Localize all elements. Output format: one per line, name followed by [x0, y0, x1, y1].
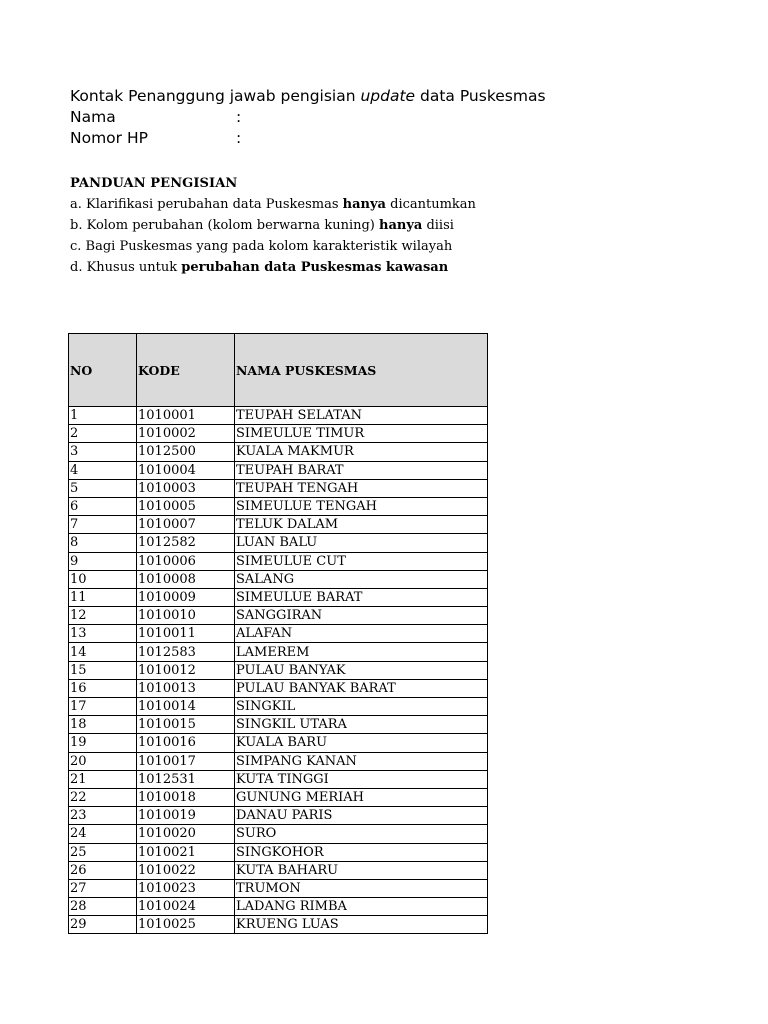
cell-no[interactable]: 12	[69, 607, 137, 625]
table-row	[69, 879, 488, 897]
cell-nama-puskesmas[interactable]: LAMEREM	[235, 643, 488, 661]
guide-item-text: c. Bagi Puskesmas yang pada kolom karakteristik wilayah	[70, 239, 453, 254]
table-header	[69, 334, 488, 407]
table-row	[69, 825, 488, 843]
cell-nama-puskesmas[interactable]: SIMEULUE TIMUR	[235, 425, 488, 443]
cell-nama-puskesmas[interactable]: TEUPAH TENGAH	[235, 479, 488, 497]
cell-nama-puskesmas[interactable]: SIMPANG KANAN	[235, 752, 488, 770]
table-row	[69, 570, 488, 588]
cell-no[interactable]: 19	[69, 734, 137, 752]
table-header-row	[69, 334, 488, 407]
contact-section	[70, 86, 546, 149]
cell-nama-puskesmas[interactable]: SIMEULUE BARAT	[235, 588, 488, 606]
table-row	[69, 607, 488, 625]
guide-item-bold: perubahan data Puskesmas kawasan	[181, 260, 449, 275]
cell-no[interactable]: 3	[69, 443, 137, 461]
cell-nama-puskesmas[interactable]: GUNUNG MERIAH	[235, 788, 488, 806]
guide-item-text: a. Klarifikasi perubahan data Puskesmas	[70, 197, 343, 212]
table-row	[69, 916, 488, 934]
cell-nama-puskesmas[interactable]: SINGKIL UTARA	[235, 716, 488, 734]
cell-kode[interactable]: 1010024	[137, 898, 235, 916]
cell-nama-puskesmas[interactable]: DANAU PARIS	[235, 807, 488, 825]
table-row	[69, 734, 488, 752]
guide-title: PANDUAN PENGISIAN	[70, 176, 238, 191]
cell-no[interactable]: 26	[69, 861, 137, 879]
cell-no[interactable]: 6	[69, 497, 137, 515]
contact-title	[70, 86, 546, 107]
guide-item-bold: hanya	[379, 218, 423, 233]
table-row	[69, 407, 488, 425]
contact-title-prefix: Kontak Penanggung jawab pengisian	[70, 87, 361, 105]
table-row	[69, 643, 488, 661]
cell-kode[interactable]: 1012531	[137, 770, 235, 788]
cell-nama-puskesmas[interactable]: TELUK DALAM	[235, 516, 488, 534]
cell-kode[interactable]: 1010003	[137, 479, 235, 497]
cell-no[interactable]: 9	[69, 552, 137, 570]
cell-no[interactable]: 7	[69, 516, 137, 534]
cell-kode[interactable]: 1012583	[137, 643, 235, 661]
nama-separator: :	[236, 108, 242, 126]
cell-no[interactable]: 18	[69, 716, 137, 734]
cell-kode[interactable]: 1012500	[137, 443, 235, 461]
table-row	[69, 698, 488, 716]
cell-no[interactable]: 1	[69, 407, 137, 425]
cell-no[interactable]: 10	[69, 570, 137, 588]
cell-nama-puskesmas[interactable]: SURO	[235, 825, 488, 843]
cell-kode[interactable]: 1010001	[137, 407, 235, 425]
cell-no[interactable]: 29	[69, 916, 137, 934]
guide-item-c	[70, 236, 491, 257]
cell-no[interactable]: 22	[69, 788, 137, 806]
contact-title-emphasis: update	[360, 87, 416, 105]
cell-no[interactable]: 8	[69, 534, 137, 552]
nama-label: Nama	[70, 108, 116, 126]
header-nama-puskesmas[interactable]: NAMA PUSKESMAS	[235, 334, 488, 407]
cell-kode[interactable]: 1010005	[137, 497, 235, 515]
cell-no[interactable]: 16	[69, 679, 137, 697]
guide-item-d	[70, 257, 491, 278]
nomor-hp-separator: :	[236, 129, 242, 147]
guide-item-bold: hanya	[342, 197, 386, 212]
table-row	[69, 843, 488, 861]
cell-kode[interactable]: 1010008	[137, 570, 235, 588]
cell-kode[interactable]: 1010002	[137, 425, 235, 443]
table-row	[69, 770, 488, 788]
contact-nama-row	[70, 107, 491, 128]
cell-kode[interactable]: 1010022	[137, 861, 235, 879]
cell-no[interactable]: 11	[69, 588, 137, 606]
cell-nama-puskesmas[interactable]: TRUMON	[235, 879, 488, 897]
table-row	[69, 461, 488, 479]
table-row	[69, 807, 488, 825]
cell-nama-puskesmas[interactable]: ALAFAN	[235, 625, 488, 643]
cell-nama-puskesmas[interactable]: TEUPAH BARAT	[235, 461, 488, 479]
cell-no[interactable]: 27	[69, 879, 137, 897]
cell-kode[interactable]: 1010009	[137, 588, 235, 606]
cell-nama-puskesmas[interactable]: LADANG RIMBA	[235, 898, 488, 916]
table-row	[69, 443, 488, 461]
guide-section	[70, 173, 491, 278]
cell-no[interactable]: 14	[69, 643, 137, 661]
cell-kode[interactable]: 1010016	[137, 734, 235, 752]
table-row	[69, 679, 488, 697]
table-row	[69, 588, 488, 606]
cell-no[interactable]: 2	[69, 425, 137, 443]
header-kode[interactable]: KODE	[137, 334, 235, 407]
table-row	[69, 625, 488, 643]
cell-kode[interactable]: 1010018	[137, 788, 235, 806]
cell-no[interactable]: 20	[69, 752, 137, 770]
table-row	[69, 898, 488, 916]
cell-nama-puskesmas[interactable]: SANGGIRAN	[235, 607, 488, 625]
cell-nama-puskesmas[interactable]: SIMEULUE TENGAH	[235, 497, 488, 515]
header-no[interactable]: NO	[69, 334, 137, 407]
cell-nama-puskesmas[interactable]: SINGKOHOR	[235, 843, 488, 861]
cell-kode[interactable]: 1010017	[137, 752, 235, 770]
contact-title-suffix: data Puskesmas	[415, 87, 546, 105]
guide-item-text: dicantumkan	[385, 197, 476, 212]
cell-kode[interactable]: 1010021	[137, 843, 235, 861]
cell-kode[interactable]: 1010004	[137, 461, 235, 479]
guide-item-text: d. Khusus untuk	[70, 260, 182, 275]
cell-no[interactable]: 13	[69, 625, 137, 643]
cell-kode[interactable]: 1010015	[137, 716, 235, 734]
table-body	[69, 407, 488, 934]
table-row	[69, 516, 488, 534]
cell-nama-puskesmas[interactable]: KUTA BAHARU	[235, 861, 488, 879]
table-row	[69, 552, 488, 570]
cell-kode[interactable]: 1010025	[137, 916, 235, 934]
table-row	[69, 497, 488, 515]
cell-nama-puskesmas[interactable]: KUALA MAKMUR	[235, 443, 488, 461]
cell-nama-puskesmas[interactable]: PULAU BANYAK BARAT	[235, 679, 488, 697]
guide-item-b	[70, 215, 491, 236]
guide-item-a	[70, 194, 491, 215]
cell-nama-puskesmas[interactable]: KUALA BARU	[235, 734, 488, 752]
table-row	[69, 861, 488, 879]
cell-kode[interactable]: 1010014	[137, 698, 235, 716]
cell-kode[interactable]: 1010013	[137, 679, 235, 697]
cell-no[interactable]: 21	[69, 770, 137, 788]
guide-item-text: b. Kolom perubahan (kolom berwarna kuning)	[70, 218, 379, 233]
nomor-hp-label: Nomor HP	[70, 129, 148, 147]
cell-nama-puskesmas[interactable]: SIMEULUE CUT	[235, 552, 488, 570]
contact-nomor-row	[70, 128, 491, 149]
table-row	[69, 479, 488, 497]
cell-kode[interactable]: 1012582	[137, 534, 235, 552]
cell-nama-puskesmas[interactable]: TEUPAH SELATAN	[235, 407, 488, 425]
table-row	[69, 534, 488, 552]
cell-no[interactable]: 23	[69, 807, 137, 825]
cell-nama-puskesmas[interactable]: PULAU BANYAK	[235, 661, 488, 679]
cell-kode[interactable]: 1010012	[137, 661, 235, 679]
cell-no[interactable]: 25	[69, 843, 137, 861]
cell-no[interactable]: 28	[69, 898, 137, 916]
cell-nama-puskesmas[interactable]: KUTA TINGGI	[235, 770, 488, 788]
guide-item-text: diisi	[422, 218, 454, 233]
cell-no[interactable]: 5	[69, 479, 137, 497]
table-row	[69, 661, 488, 679]
cell-kode[interactable]: 1010011	[137, 625, 235, 643]
table-row	[69, 788, 488, 806]
cell-no[interactable]: 24	[69, 825, 137, 843]
puskesmas-table	[68, 333, 488, 934]
cell-nama-puskesmas[interactable]: LUAN BALU	[235, 534, 488, 552]
cell-kode[interactable]: 1010007	[137, 516, 235, 534]
table-row	[69, 716, 488, 734]
table-row	[69, 752, 488, 770]
cell-no[interactable]: 4	[69, 461, 137, 479]
cell-kode[interactable]: 1010019	[137, 807, 235, 825]
cell-nama-puskesmas[interactable]: SALANG	[235, 570, 488, 588]
cell-kode[interactable]: 1010010	[137, 607, 235, 625]
cell-nama-puskesmas[interactable]: KRUENG LUAS	[235, 916, 488, 934]
cell-nama-puskesmas[interactable]: SINGKIL	[235, 698, 488, 716]
cell-no[interactable]: 15	[69, 661, 137, 679]
cell-kode[interactable]: 1010006	[137, 552, 235, 570]
cell-kode[interactable]: 1010020	[137, 825, 235, 843]
cell-no[interactable]: 17	[69, 698, 137, 716]
table-row	[69, 425, 488, 443]
cell-kode[interactable]: 1010023	[137, 879, 235, 897]
